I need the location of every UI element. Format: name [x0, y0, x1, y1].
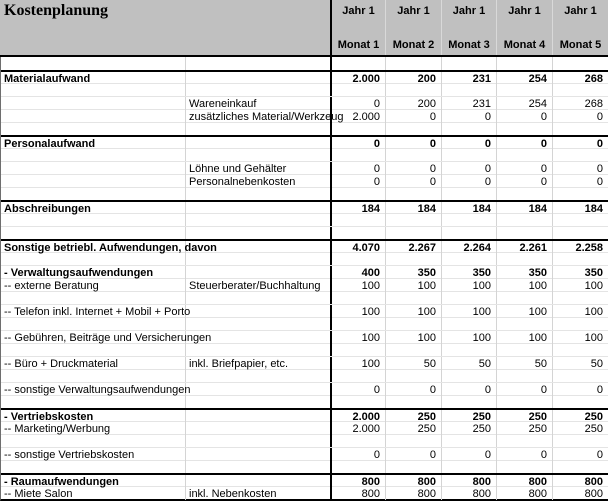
value-cell[interactable] [552, 253, 608, 265]
value-cell[interactable]: 2.267 [385, 241, 441, 254]
row-label-cell[interactable] [1, 97, 185, 110]
value-cell[interactable] [385, 227, 441, 239]
value-cell[interactable] [330, 227, 385, 239]
value-cell[interactable] [496, 227, 552, 239]
row-note-cell[interactable] [185, 370, 330, 382]
value-cell[interactable]: 0 [496, 162, 552, 175]
value-cell[interactable]: 800 [552, 475, 608, 488]
value-cell[interactable]: 2.258 [552, 241, 608, 254]
value-cell[interactable] [441, 57, 496, 70]
year-label: Jahr 1 [508, 5, 541, 17]
table-row [1, 135, 608, 148]
value-cell[interactable]: 200 [385, 72, 441, 85]
value-cell[interactable] [496, 84, 552, 96]
row-note-cell[interactable] [185, 422, 330, 435]
value-cell[interactable]: 254 [496, 97, 552, 110]
value-cell[interactable]: 800 [552, 487, 608, 500]
value-cell[interactable] [552, 435, 608, 447]
value-cell[interactable] [496, 188, 552, 200]
row-note-cell[interactable] [185, 461, 330, 473]
value-cell[interactable] [330, 292, 385, 304]
table-row-blank [1, 434, 608, 447]
value-cell[interactable]: 2.261 [496, 241, 552, 254]
value-cell[interactable] [496, 214, 552, 226]
value-cell[interactable]: 100 [441, 331, 496, 344]
value-cell[interactable] [496, 344, 552, 356]
value-cell[interactable] [552, 370, 608, 382]
value-cell[interactable] [385, 292, 441, 304]
value-cell[interactable] [552, 227, 608, 239]
value-cell[interactable]: 2.000 [330, 110, 385, 123]
row-note-cell[interactable] [185, 435, 330, 447]
value-cell[interactable] [496, 435, 552, 447]
value-cell[interactable]: 0 [330, 175, 385, 188]
value-cell[interactable] [330, 57, 385, 70]
row-label-cell[interactable]: Abschreibungen [4, 203, 91, 215]
value-cell[interactable]: 0 [385, 162, 441, 175]
month-label: Monat 4 [503, 39, 546, 51]
year-label: Jahr 1 [564, 5, 597, 17]
row-label-cell[interactable]: - Verwaltungsaufwendungen [4, 267, 154, 279]
row-note-cell[interactable] [185, 344, 330, 356]
title-cell[interactable] [0, 0, 330, 55]
value-cell[interactable]: 100 [385, 331, 441, 344]
value-cell[interactable]: 100 [552, 331, 608, 344]
table-row-blank [1, 187, 608, 200]
value-cell[interactable] [385, 253, 441, 265]
value-cell[interactable]: 100 [552, 305, 608, 318]
year-label: Jahr 1 [452, 5, 486, 17]
value-cell[interactable]: 0 [385, 383, 441, 396]
value-cell[interactable]: 184 [552, 202, 608, 215]
value-cell[interactable]: 0 [385, 448, 441, 461]
month-label: Monat 2 [392, 39, 435, 51]
value-cell[interactable]: 400 [330, 266, 385, 279]
value-cell[interactable] [496, 318, 552, 330]
table-row [1, 174, 608, 187]
value-cell[interactable]: 0 [552, 137, 608, 150]
value-cell[interactable] [330, 123, 385, 135]
value-cell[interactable] [385, 461, 441, 473]
value-cell[interactable] [385, 123, 441, 135]
value-cell[interactable]: 0 [330, 137, 385, 150]
table-row [1, 265, 608, 278]
table-row [1, 447, 608, 460]
table-row-blank [1, 226, 608, 239]
table-row [1, 304, 608, 317]
table-row-blank [1, 148, 608, 161]
value-cell[interactable] [441, 292, 496, 304]
row-label-cell[interactable] [1, 227, 185, 239]
value-cell[interactable]: 100 [552, 279, 608, 292]
row-label-cell[interactable] [1, 149, 185, 161]
value-cell[interactable] [330, 396, 385, 408]
row-note-cell[interactable] [185, 84, 330, 96]
value-cell[interactable]: 100 [385, 279, 441, 292]
row-label-cell[interactable] [1, 214, 185, 226]
value-cell[interactable]: 0 [330, 162, 385, 175]
value-cell[interactable]: 800 [385, 475, 441, 488]
table-row [1, 356, 608, 369]
year-label: Jahr 1 [397, 5, 430, 17]
value-cell[interactable]: 0 [496, 110, 552, 123]
value-cell[interactable]: 50 [552, 357, 608, 370]
table-row [1, 486, 608, 499]
value-cell[interactable]: 50 [441, 357, 496, 370]
value-cell[interactable] [385, 84, 441, 96]
row-label-cell[interactable]: -- sonstige Verwaltungsaufwendungen [4, 384, 191, 396]
table-row-blank [1, 122, 608, 135]
row-label-cell[interactable] [1, 162, 185, 175]
value-cell[interactable] [552, 292, 608, 304]
table-row-blank [1, 213, 608, 226]
table-row-blank [1, 252, 608, 265]
row-note-cell[interactable] [185, 396, 330, 408]
value-cell[interactable] [441, 318, 496, 330]
row-label-cell[interactable]: -- Büro + Druckmaterial [4, 358, 119, 370]
value-cell[interactable] [496, 292, 552, 304]
table-row [1, 109, 608, 122]
row-label-cell[interactable] [1, 253, 185, 265]
month-label: Monat 5 [559, 39, 602, 51]
value-cell[interactable]: 250 [552, 422, 608, 435]
value-cell[interactable]: 0 [441, 137, 496, 150]
value-cell[interactable]: 100 [330, 331, 385, 344]
row-label-cell[interactable] [1, 123, 185, 135]
value-cell[interactable] [385, 370, 441, 382]
value-cell[interactable]: 2.000 [330, 410, 385, 423]
value-cell[interactable]: 184 [441, 202, 496, 215]
value-cell[interactable]: 350 [552, 266, 608, 279]
value-cell[interactable] [496, 370, 552, 382]
value-cell[interactable]: 800 [441, 487, 496, 500]
value-cell[interactable]: 268 [552, 72, 608, 85]
value-cell[interactable] [552, 318, 608, 330]
value-cell[interactable]: 0 [385, 137, 441, 150]
value-cell[interactable] [330, 318, 385, 330]
value-cell[interactable]: 100 [330, 357, 385, 370]
value-cell[interactable]: 0 [496, 448, 552, 461]
value-cell[interactable]: 184 [330, 202, 385, 215]
value-cell[interactable]: 50 [496, 357, 552, 370]
value-cell[interactable] [496, 253, 552, 265]
row-label-cell[interactable] [1, 292, 185, 304]
value-cell[interactable] [552, 123, 608, 135]
value-cell[interactable] [330, 188, 385, 200]
row-note-cell[interactable] [185, 253, 330, 265]
value-cell[interactable]: 100 [330, 305, 385, 318]
row-label-cell[interactable]: Materialaufwand [4, 73, 91, 85]
row-label-cell[interactable]: -- Gebühren, Beiträge und Versicherungen [4, 332, 212, 344]
value-cell[interactable] [330, 370, 385, 382]
value-cell[interactable] [330, 435, 385, 447]
value-cell[interactable] [496, 461, 552, 473]
value-cell[interactable]: 0 [496, 175, 552, 188]
value-cell[interactable] [552, 214, 608, 226]
table-row-blank [1, 291, 608, 304]
value-cell[interactable] [441, 123, 496, 135]
value-cell[interactable]: 0 [496, 137, 552, 150]
value-cell[interactable] [385, 318, 441, 330]
value-cell[interactable] [441, 214, 496, 226]
value-cell[interactable] [496, 396, 552, 408]
row-note-cell[interactable]: Löhne und Gehälter [185, 162, 330, 175]
value-cell[interactable]: 0 [330, 97, 385, 110]
row-label-cell[interactable]: - Vertriebskosten [4, 411, 94, 423]
value-cell[interactable] [385, 396, 441, 408]
sheet-header [0, 0, 608, 57]
value-cell[interactable]: 0 [552, 175, 608, 188]
value-cell[interactable] [552, 57, 608, 70]
row-note-cell[interactable]: zusätzliches Material/Werkzeug [185, 110, 330, 123]
value-cell[interactable] [496, 149, 552, 161]
row-label-cell[interactable] [1, 461, 185, 473]
table-row-blank [1, 83, 608, 96]
row-note-cell[interactable] [185, 305, 330, 318]
value-cell[interactable]: 0 [441, 383, 496, 396]
value-cell[interactable] [552, 344, 608, 356]
value-cell[interactable]: 250 [496, 410, 552, 423]
table-row [1, 408, 608, 421]
month-label: Monat 3 [448, 39, 490, 51]
sheet-title: Kostenplanung [4, 2, 109, 19]
table-row [1, 70, 608, 83]
table-row [1, 161, 608, 174]
value-cell[interactable]: 2.264 [441, 241, 496, 254]
value-cell[interactable] [441, 396, 496, 408]
row-label-cell[interactable] [1, 175, 185, 188]
column-header[interactable] [330, 0, 385, 55]
value-cell[interactable]: 350 [496, 266, 552, 279]
month-label: Monat 1 [337, 39, 380, 51]
row-note-cell[interactable] [185, 383, 330, 396]
row-label-cell[interactable] [1, 370, 185, 382]
row-label-cell[interactable]: Sonstige betriebl. Aufwendungen, davon [4, 242, 217, 254]
value-cell[interactable]: 200 [385, 97, 441, 110]
value-cell[interactable]: 231 [441, 72, 496, 85]
value-cell[interactable]: 800 [496, 487, 552, 500]
table-row-blank [1, 369, 608, 382]
value-cell[interactable]: 100 [330, 279, 385, 292]
row-label-cell[interactable]: -- externe Beratung [4, 280, 99, 292]
value-cell[interactable]: 250 [385, 410, 441, 423]
row-note-cell[interactable] [185, 292, 330, 304]
value-cell[interactable]: 800 [441, 475, 496, 488]
value-cell[interactable]: 184 [385, 202, 441, 215]
value-cell[interactable]: 0 [385, 110, 441, 123]
row-label-cell[interactable] [1, 188, 185, 200]
value-cell[interactable]: 800 [330, 487, 385, 500]
value-cell[interactable]: 2.000 [330, 422, 385, 435]
value-cell[interactable] [330, 84, 385, 96]
value-cell[interactable]: 250 [496, 422, 552, 435]
value-cell[interactable] [441, 84, 496, 96]
row-note-cell[interactable]: inkl. Nebenkosten [185, 487, 330, 500]
row-label-cell[interactable]: Personalaufwand [4, 138, 96, 150]
value-cell[interactable] [441, 461, 496, 473]
value-cell[interactable] [330, 149, 385, 161]
row-label-cell[interactable]: -- sonstige Vertriebskosten [4, 449, 135, 461]
column-header[interactable] [552, 0, 608, 55]
value-cell[interactable] [441, 370, 496, 382]
value-cell[interactable] [385, 214, 441, 226]
row-label-cell[interactable]: - Raumaufwendungen [4, 476, 119, 488]
row-label-cell[interactable] [1, 110, 185, 123]
column-header[interactable] [496, 0, 552, 55]
value-cell[interactable]: 800 [330, 475, 385, 488]
value-cell[interactable]: 184 [496, 202, 552, 215]
row-label-cell[interactable] [1, 318, 185, 330]
table-row-blank [1, 343, 608, 356]
value-cell[interactable]: 0 [552, 383, 608, 396]
row-label-cell[interactable]: -- Telefon inkl. Internet + Mobil + Porto [4, 306, 191, 318]
row-note-cell[interactable] [185, 149, 330, 161]
row-note-cell[interactable]: inkl. Briefpapier, etc. [185, 357, 330, 370]
table-row-blank [1, 57, 608, 70]
value-cell[interactable]: 0 [385, 175, 441, 188]
value-cell[interactable]: 0 [496, 383, 552, 396]
sheet-body [0, 57, 608, 501]
row-note-cell[interactable] [185, 214, 330, 226]
value-cell[interactable]: 2.000 [330, 72, 385, 85]
row-note-cell[interactable]: Wareneinkauf [185, 97, 330, 110]
value-cell[interactable] [552, 84, 608, 96]
row-note-cell[interactable] [185, 227, 330, 239]
table-row [1, 278, 608, 291]
value-cell[interactable]: 250 [385, 422, 441, 435]
value-cell[interactable]: 0 [552, 110, 608, 123]
row-label-cell[interactable] [1, 396, 185, 408]
table-row-blank [1, 317, 608, 330]
value-cell[interactable]: 250 [441, 410, 496, 423]
value-cell[interactable] [552, 396, 608, 408]
value-cell[interactable] [385, 435, 441, 447]
row-note-cell[interactable] [185, 123, 330, 135]
value-cell[interactable] [385, 149, 441, 161]
row-note-cell[interactable] [185, 266, 330, 279]
value-cell[interactable]: 100 [441, 279, 496, 292]
value-cell[interactable] [330, 214, 385, 226]
row-label-cell[interactable]: -- Marketing/Werbung [4, 423, 111, 435]
value-cell[interactable] [496, 123, 552, 135]
row-note-cell[interactable] [185, 188, 330, 200]
value-cell[interactable] [385, 344, 441, 356]
value-cell[interactable]: 100 [496, 305, 552, 318]
value-cell[interactable]: 0 [552, 162, 608, 175]
row-note-cell[interactable] [185, 57, 330, 70]
value-cell[interactable]: 0 [552, 448, 608, 461]
value-cell[interactable]: 800 [496, 475, 552, 488]
table-row [1, 96, 608, 109]
value-cell[interactable] [441, 227, 496, 239]
table-row [1, 421, 608, 434]
value-cell[interactable]: 0 [441, 162, 496, 175]
value-cell[interactable]: 50 [385, 357, 441, 370]
value-cell[interactable]: 100 [385, 305, 441, 318]
row-note-cell[interactable] [185, 318, 330, 330]
value-cell[interactable]: 4.070 [330, 241, 385, 254]
table-row [1, 382, 608, 395]
value-cell[interactable]: 350 [385, 266, 441, 279]
table-row [1, 200, 608, 213]
value-cell[interactable]: 800 [385, 487, 441, 500]
value-cell[interactable] [441, 188, 496, 200]
value-cell[interactable]: 254 [496, 72, 552, 85]
value-cell[interactable] [385, 188, 441, 200]
table-row [1, 473, 608, 486]
row-note-cell[interactable]: Personalnebenkosten [185, 175, 330, 188]
row-label-cell[interactable] [1, 435, 185, 447]
value-cell[interactable]: 350 [441, 266, 496, 279]
column-header[interactable] [385, 0, 441, 55]
value-cell[interactable] [441, 435, 496, 447]
value-cell[interactable] [552, 149, 608, 161]
value-cell[interactable] [330, 253, 385, 265]
value-cell[interactable] [385, 57, 441, 70]
value-cell[interactable]: 0 [441, 448, 496, 461]
row-note-cell[interactable] [185, 448, 330, 461]
value-cell[interactable] [552, 188, 608, 200]
value-cell[interactable]: 0 [330, 383, 385, 396]
value-cell[interactable]: 250 [552, 410, 608, 423]
value-cell[interactable] [441, 253, 496, 265]
value-cell[interactable]: 100 [441, 305, 496, 318]
value-cell[interactable]: 0 [441, 110, 496, 123]
value-cell[interactable]: 0 [441, 175, 496, 188]
value-cell[interactable]: 250 [441, 422, 496, 435]
value-cell[interactable] [441, 344, 496, 356]
table-row [1, 239, 608, 252]
value-cell[interactable]: 268 [552, 97, 608, 110]
value-cell[interactable]: 100 [496, 279, 552, 292]
value-cell[interactable] [330, 344, 385, 356]
value-cell[interactable] [330, 461, 385, 473]
value-cell[interactable] [441, 149, 496, 161]
value-cell[interactable]: 231 [441, 97, 496, 110]
table-row-blank [1, 460, 608, 473]
table-row-blank [1, 395, 608, 408]
value-cell[interactable] [552, 461, 608, 473]
row-label-cell[interactable]: -- Miete Salon [4, 488, 73, 500]
year-label: Jahr 1 [342, 5, 375, 17]
row-note-cell[interactable]: Steuerberater/Buchhaltung [185, 279, 330, 292]
row-label-cell[interactable] [1, 84, 185, 96]
value-cell[interactable]: 0 [330, 448, 385, 461]
row-label-cell[interactable] [1, 57, 185, 70]
table-row [1, 330, 608, 343]
value-cell[interactable] [496, 57, 552, 70]
column-header[interactable] [441, 0, 496, 55]
value-cell[interactable]: 100 [496, 331, 552, 344]
row-label-cell[interactable] [1, 344, 185, 356]
